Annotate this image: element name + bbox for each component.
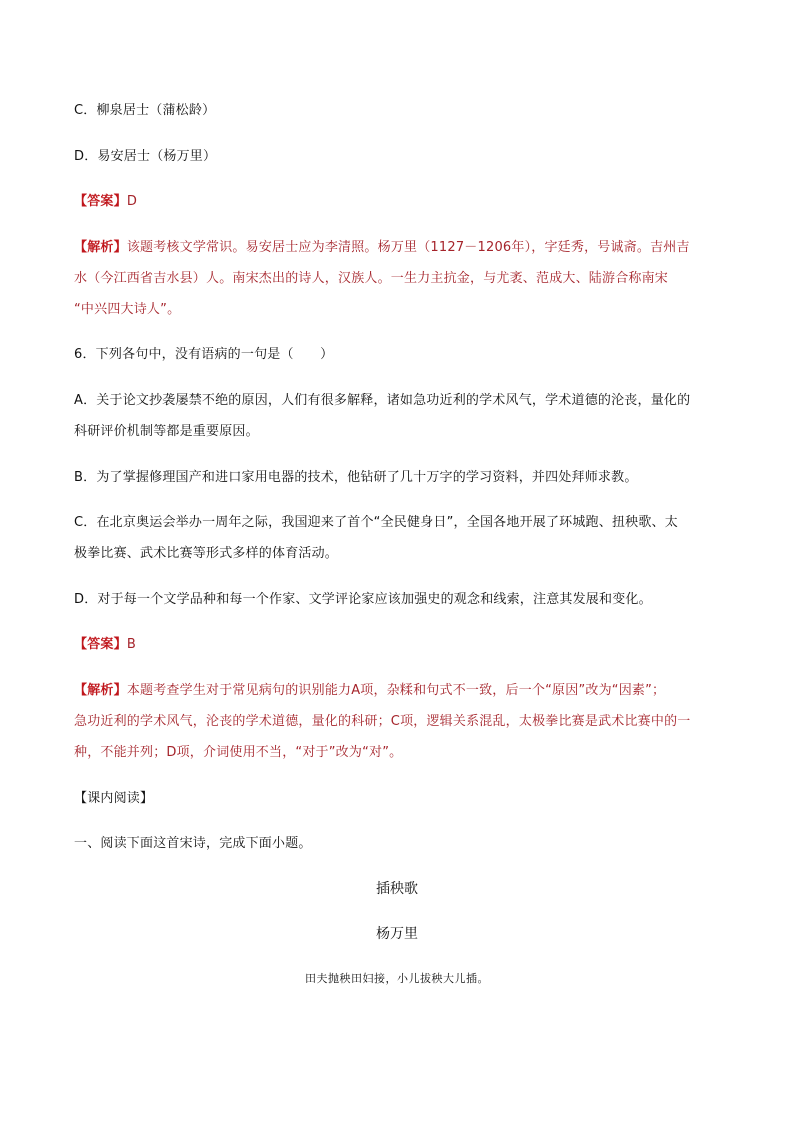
poem-line: 田夫抛秧田妇接，小儿拔秧大儿插。 [305, 972, 489, 985]
option-b: B．为了掌握修理国产和进口家用电器的技术，他钻研了几十万字的学习资料，并四处拜师求教。 [74, 470, 638, 485]
answer-value: D [126, 194, 138, 209]
poem-title: 插秧歌 [376, 881, 418, 897]
analysis-2-line-3: 种，不能并列；D项，介词使用不当，“对于”改为“对”。 [74, 745, 403, 760]
question-6: 6．下列各句中，没有语病的一句是（ ） [74, 347, 334, 362]
option-d-prev: D．易安居士（杨万里） [74, 149, 217, 164]
answer-2 [74, 636, 136, 654]
analysis-tag: 【解析】 [74, 683, 127, 698]
answer-tag: 【答案】 [74, 637, 127, 652]
option-a-line-1: A．关于论文抄袭屡禁不绝的原因，人们有很多解释，诸如急功近利的学术风气，学术道德的沦丧，量化的 [74, 393, 691, 408]
answer-1 [74, 193, 137, 211]
answer-tag: 【答案】 [74, 194, 127, 209]
analysis-tag: 【解析】 [74, 240, 127, 255]
option-c-line-2: 极拳比赛、武术比赛等形式多样的体育活动。 [74, 546, 339, 561]
analysis-1-line-1 [74, 239, 690, 257]
option-d: D．对于每一个文学品种和每一个作家、文学评论家应该加强史的观念和线索，注意其发展和变化。 [74, 592, 652, 607]
analysis-2-line-2: 急功近利的学术风气，沦丧的学术道德，量化的科研；C项，逻辑关系混乱，太极拳比赛是武术比赛中的一 [74, 714, 691, 729]
option-c-line-1: C．在北京奥运会举办一周年之际，我国迎来了首个“全民健身日”，全国各地开展了环城跑、扭秧歌、太 [74, 515, 678, 530]
analysis-text: 该题考核文学常识。易安居士应为李清照。杨万里（1127－1206年），字廷秀，号诚斋。吉州吉 [126, 240, 690, 255]
answer-value: B [126, 637, 136, 652]
option-c-prev: C．柳泉居士（蒲松龄） [74, 103, 216, 118]
analysis-1-line-2: 水（今江西省吉水县）人。南宋杰出的诗人，汉族人。一生力主抗金，与尤袤、范成大、陆游合称南宋 [74, 271, 669, 286]
analysis-2-line-1 [74, 682, 665, 700]
section-heading: 【课内阅读】 [74, 791, 154, 806]
analysis-text: 本题考查学生对于常见病句的识别能力A项，杂糅和句式不一致，后一个“原因”改为“因素”； [126, 683, 666, 698]
option-a-line-2: 科研评价机制等都是重要原因。 [74, 424, 259, 439]
analysis-1-line-3: “中兴四大诗人”。 [74, 302, 181, 317]
poem-author: 杨万里 [376, 926, 418, 942]
reading-instruction: 一、阅读下面这首宋诗，完成下面小题。 [74, 836, 312, 851]
